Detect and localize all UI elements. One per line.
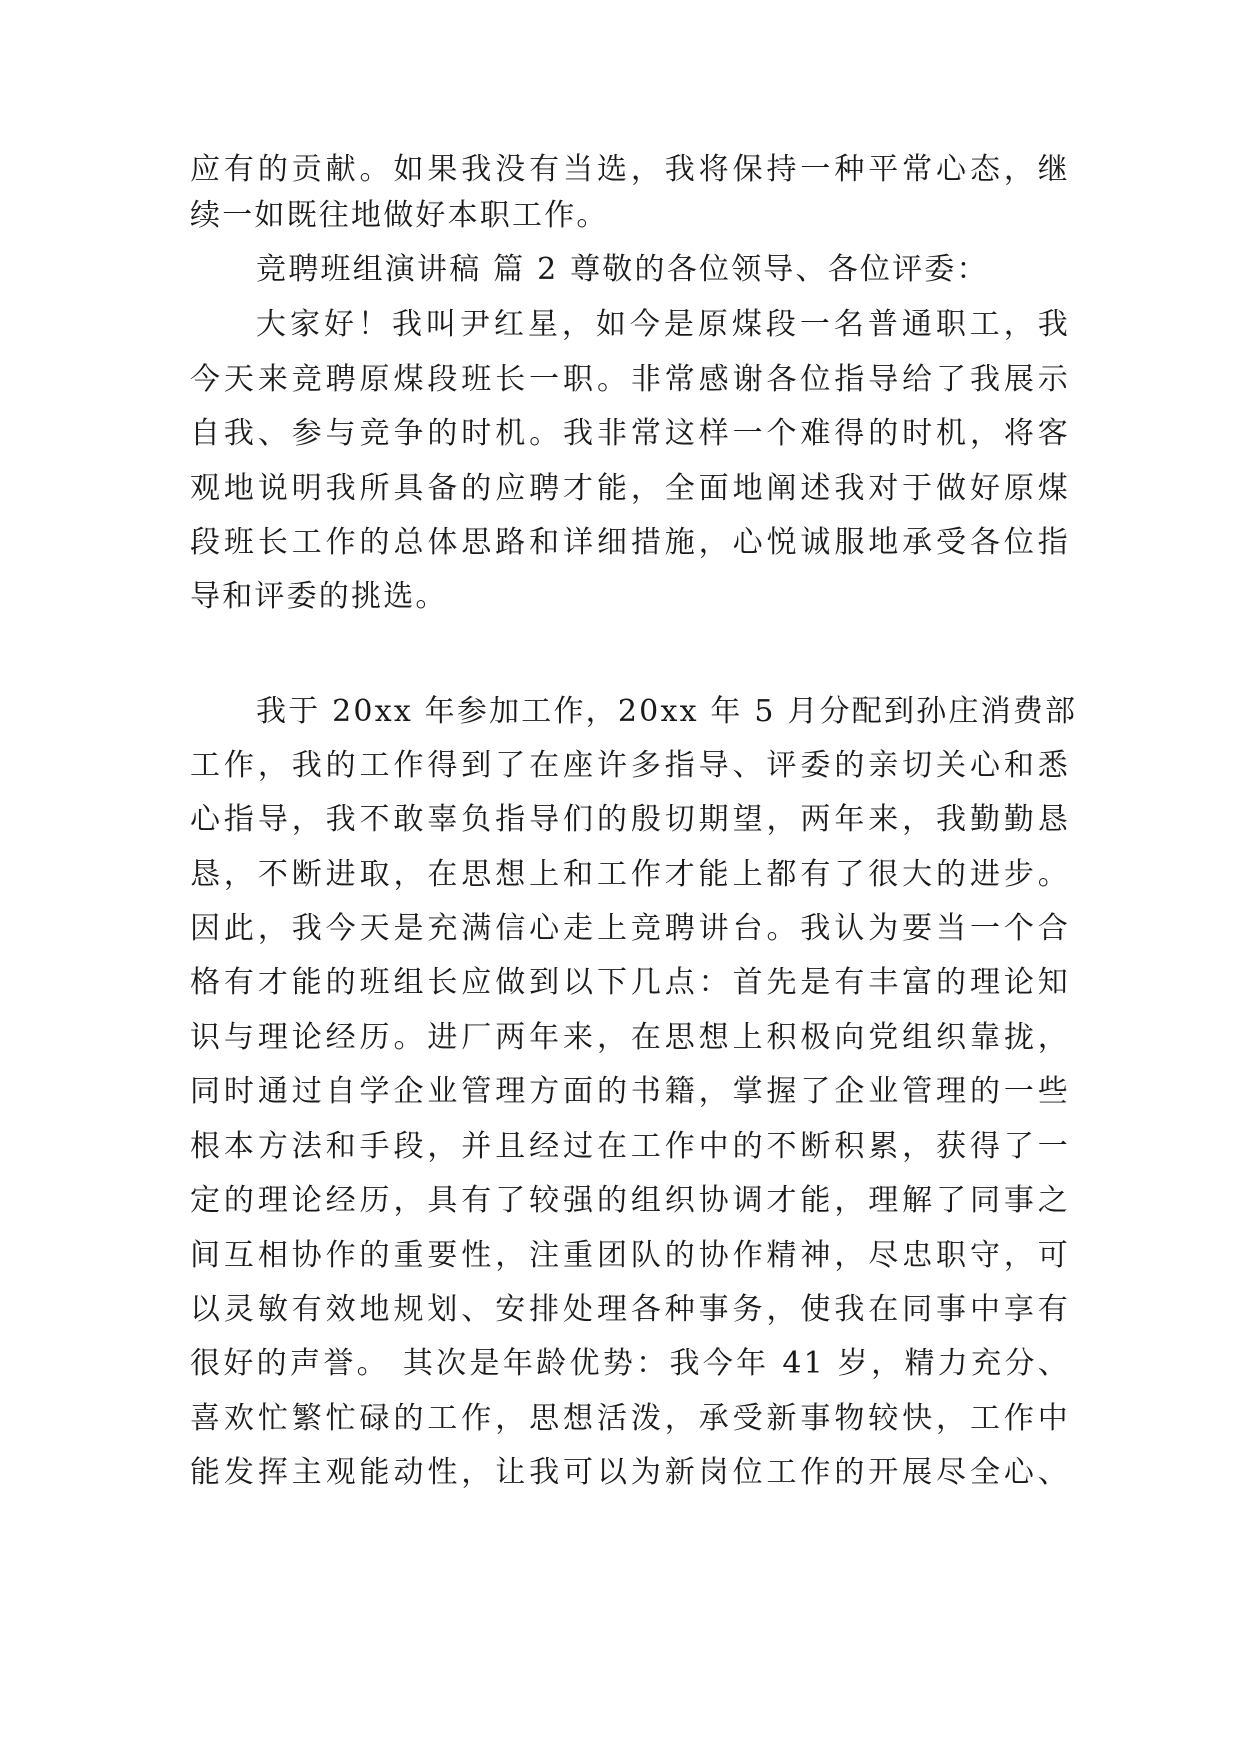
- text-line: 格有才能的班组长应做到以下几点：首先是有丰富的理论知: [190, 965, 1070, 1000]
- text-line: 应有的贡献。如果我没有当选，我将保持一种平常心态，继: [190, 152, 1070, 187]
- text-line: 续一如既往地做好本职工作。: [190, 198, 609, 233]
- text-line: 大家好！我叫尹红星，如今是原煤段一名普通职工，我: [256, 307, 1070, 342]
- section-heading: 竞聘班组演讲稿 篇 2 尊敬的各位领导、各位评委：: [256, 252, 989, 287]
- text-line: 能发挥主观能动性，让我可以为新岗位工作的开展尽全心、: [190, 1455, 1070, 1490]
- text-line: 自我、参与竞争的时机。我非常这样一个难得的时机，将客: [190, 416, 1070, 451]
- text-line: 工作，我的工作得到了在座许多指导、评委的亲切关心和悉: [190, 748, 1070, 783]
- text-line: 间互相协作的重要性，注重团队的协作精神，尽忠职守，可: [190, 1238, 1070, 1273]
- text-line: 恳，不断进取，在思想上和工作才能上都有了很大的进步。: [190, 857, 1070, 892]
- text-line: 心指导，我不敢辜负指导们的殷切期望，两年来，我勤勤恳: [190, 802, 1070, 837]
- text-line: 我于 20xx 年参加工作，20xx 年 5 月分配到孙庄消费部: [256, 694, 1078, 729]
- text-line: 以灵敏有效地规划、安排处理各种事务，使我在同事中享有: [190, 1292, 1070, 1327]
- text-line: 喜欢忙繁忙碌的工作，思想活泼，承受新事物较快，工作中: [190, 1401, 1070, 1436]
- text-line: 导和评委的挑选。: [190, 579, 448, 614]
- text-line: 定的理论经历，具有了较强的组织协调才能，理解了同事之: [190, 1183, 1070, 1218]
- text-line: 今天来竞聘原煤段班长一职。非常感谢各位指导给了我展示: [190, 362, 1070, 397]
- text-line: 因此，我今天是充满信心走上竞聘讲台。我认为要当一个合: [190, 911, 1070, 946]
- text-line: 同时通过自学企业管理方面的书籍，掌握了企业管理的一些: [190, 1074, 1070, 1109]
- text-line: 识与理论经历。进厂两年来，在思想上积极向党组织靠拢，: [190, 1020, 1070, 1055]
- text-line: 根本方法和手段，并且经过在工作中的不断积累，获得了一: [190, 1129, 1070, 1164]
- text-line: 很好的声誉。 其次是年龄优势：我今年 41 岁，精力充分、: [190, 1346, 1070, 1381]
- text-line: 观地说明我所具备的应聘才能，全面地阐述我对于做好原煤: [190, 471, 1070, 506]
- text-line: 段班长工作的总体思路和详细措施，心悦诚服地承受各位指: [190, 525, 1070, 560]
